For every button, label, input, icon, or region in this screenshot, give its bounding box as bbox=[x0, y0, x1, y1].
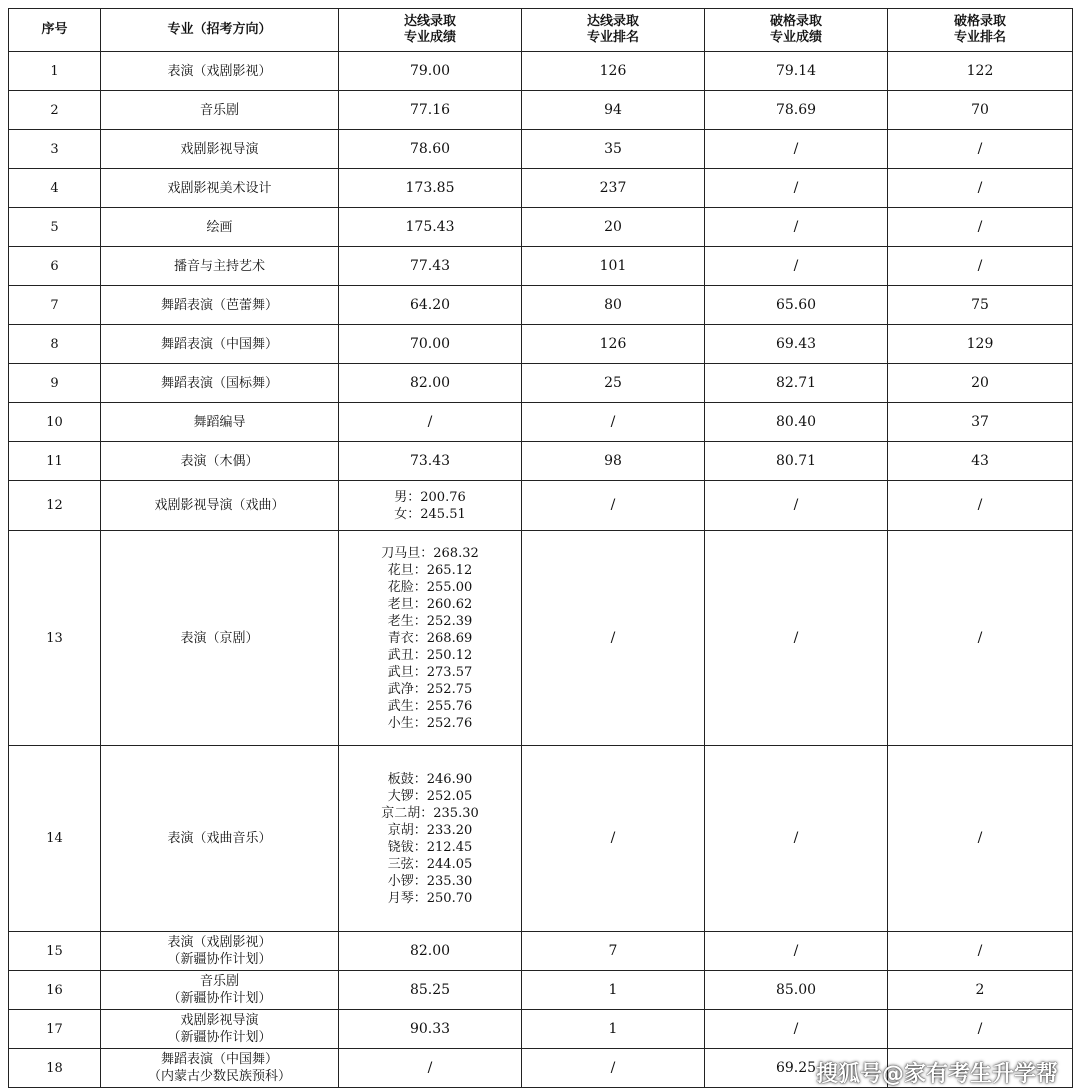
rank-cell bbox=[522, 169, 705, 208]
rank-cell bbox=[522, 91, 705, 130]
exception-score-cell-text: 80.71 bbox=[775, 452, 817, 469]
table-row bbox=[9, 325, 1073, 364]
exception-score-cell-text: / bbox=[793, 179, 799, 196]
index-cell bbox=[9, 52, 101, 91]
exception-score-cell-text: 65.60 bbox=[775, 296, 817, 313]
exception-rank-cell-text: / bbox=[977, 497, 983, 513]
table-row bbox=[9, 531, 1073, 746]
header-exception-rank bbox=[888, 9, 1073, 52]
index-cell bbox=[9, 169, 101, 208]
index-cell bbox=[9, 971, 101, 1010]
score-cell-text: 64.20 bbox=[409, 296, 451, 313]
index-cell-text: 16 bbox=[46, 982, 63, 998]
major-cell-text: （新疆协作计划） bbox=[167, 991, 272, 1006]
exception-rank-cell bbox=[888, 169, 1073, 208]
exception-rank-cell bbox=[888, 971, 1073, 1010]
score-cell-text: 武生：255.76 bbox=[387, 698, 473, 714]
score-cell-text: 京二胡：235.30 bbox=[381, 805, 479, 821]
major-cell-text: 表演（京剧） bbox=[180, 630, 259, 646]
exception-rank-cell bbox=[888, 286, 1073, 325]
score-cell-text: 70.00 bbox=[409, 335, 451, 352]
header-text: 破格录取 bbox=[953, 14, 1006, 29]
rank-cell-text: 80 bbox=[604, 296, 622, 313]
rank-cell-text: 25 bbox=[604, 374, 622, 391]
index-cell bbox=[9, 746, 101, 932]
score-cell-text: 花旦：265.12 bbox=[387, 562, 473, 578]
index-cell bbox=[9, 481, 101, 531]
rank-cell bbox=[522, 208, 705, 247]
rank-cell bbox=[522, 531, 705, 746]
major-cell bbox=[101, 1010, 339, 1049]
table-body bbox=[9, 52, 1073, 1088]
index-cell bbox=[9, 1010, 101, 1049]
rank-cell bbox=[522, 247, 705, 286]
major-cell bbox=[101, 91, 339, 130]
score-cell-text: 三弦：244.05 bbox=[387, 856, 473, 872]
exception-rank-cell bbox=[888, 91, 1073, 130]
score-cell bbox=[339, 247, 522, 286]
rank-cell bbox=[522, 442, 705, 481]
exception-score-cell bbox=[705, 91, 888, 130]
index-cell bbox=[9, 247, 101, 286]
exception-rank-cell-text: / bbox=[977, 257, 983, 274]
rank-cell-text: 237 bbox=[599, 179, 627, 196]
exception-rank-cell-text: 43 bbox=[971, 452, 989, 469]
rank-cell-text: / bbox=[610, 1059, 616, 1076]
rank-cell-text: 101 bbox=[599, 257, 627, 274]
table-header-row bbox=[9, 9, 1073, 52]
index-cell-text: 7 bbox=[50, 297, 59, 313]
index-cell-text: 5 bbox=[50, 219, 59, 235]
index-cell-text: 2 bbox=[50, 102, 59, 118]
exception-rank-cell-text: / bbox=[977, 830, 983, 846]
major-cell-text: 音乐剧 bbox=[199, 974, 239, 989]
exception-score-cell-text: 78.69 bbox=[775, 101, 817, 118]
score-cell-text: 老旦：260.62 bbox=[387, 596, 473, 612]
rank-cell-text: / bbox=[610, 830, 616, 846]
score-cell bbox=[339, 208, 522, 247]
exception-rank-cell-text: 129 bbox=[966, 335, 994, 352]
rank-cell-text: / bbox=[610, 629, 616, 646]
exception-rank-cell bbox=[888, 746, 1073, 932]
exception-rank-cell-text: / bbox=[977, 140, 983, 157]
rank-cell-text: 35 bbox=[604, 140, 622, 157]
exception-rank-cell-text: 37 bbox=[971, 413, 989, 430]
index-cell-text: 6 bbox=[50, 258, 59, 274]
exception-rank-cell bbox=[888, 531, 1073, 746]
exception-score-cell-text: 69.43 bbox=[775, 335, 817, 352]
score-cell-text: 173.85 bbox=[405, 179, 455, 196]
exception-score-cell bbox=[705, 130, 888, 169]
major-cell-text: 戏剧影视美术设计 bbox=[167, 180, 272, 196]
rank-cell-text: / bbox=[610, 497, 616, 513]
score-cell bbox=[339, 286, 522, 325]
score-cell-text: 女：245.51 bbox=[394, 506, 466, 522]
score-cell-text: 铙钹：212.45 bbox=[387, 839, 473, 855]
watermark: 搜狐号@家有考生升学帮 bbox=[815, 1062, 1058, 1087]
score-cell bbox=[339, 364, 522, 403]
score-cell bbox=[339, 971, 522, 1010]
index-cell-text: 9 bbox=[50, 375, 59, 391]
exception-rank-cell-text: / bbox=[977, 629, 983, 646]
exception-score-cell bbox=[705, 481, 888, 531]
header-text: 专业成绩 bbox=[403, 30, 456, 45]
exception-rank-cell-text: / bbox=[977, 942, 983, 959]
major-cell bbox=[101, 325, 339, 364]
score-cell bbox=[339, 531, 522, 746]
index-cell bbox=[9, 286, 101, 325]
exception-score-cell-text: 85.00 bbox=[775, 981, 817, 998]
score-cell bbox=[339, 169, 522, 208]
header-rank bbox=[522, 9, 705, 52]
exception-rank-cell bbox=[888, 325, 1073, 364]
header-text: 破格录取 bbox=[769, 14, 822, 29]
major-cell bbox=[101, 1049, 339, 1088]
table-row bbox=[9, 364, 1073, 403]
index-cell bbox=[9, 531, 101, 746]
exception-score-cell bbox=[705, 403, 888, 442]
score-cell-text: 男：200.76 bbox=[394, 489, 466, 505]
major-cell bbox=[101, 130, 339, 169]
exception-score-cell-text: / bbox=[793, 1020, 799, 1037]
score-cell-text: 82.00 bbox=[409, 942, 451, 959]
major-cell-text: 表演（戏剧影视） bbox=[167, 935, 272, 950]
score-cell-text: 大锣：252.05 bbox=[387, 788, 473, 804]
rank-cell bbox=[522, 403, 705, 442]
major-cell bbox=[101, 52, 339, 91]
index-cell bbox=[9, 932, 101, 971]
exception-rank-cell-text: / bbox=[977, 179, 983, 196]
index-cell-text: 3 bbox=[50, 141, 59, 157]
major-cell bbox=[101, 247, 339, 286]
header-text: 序号 bbox=[41, 22, 68, 37]
index-cell bbox=[9, 364, 101, 403]
rank-cell-text: 20 bbox=[604, 218, 622, 235]
exception-score-cell-text: 79.14 bbox=[775, 62, 817, 79]
table-row bbox=[9, 247, 1073, 286]
table-row bbox=[9, 1010, 1073, 1049]
major-cell bbox=[101, 971, 339, 1010]
rank-cell-text: / bbox=[610, 413, 616, 430]
score-cell-text: / bbox=[427, 413, 433, 430]
table-row bbox=[9, 208, 1073, 247]
exception-rank-cell bbox=[888, 208, 1073, 247]
score-cell-text: 82.00 bbox=[409, 374, 451, 391]
major-cell bbox=[101, 286, 339, 325]
exception-score-cell bbox=[705, 364, 888, 403]
index-cell-text: 17 bbox=[46, 1021, 63, 1037]
rank-cell bbox=[522, 130, 705, 169]
exception-score-cell-text: / bbox=[793, 629, 799, 646]
header-exception-score bbox=[705, 9, 888, 52]
table-row bbox=[9, 403, 1073, 442]
major-cell bbox=[101, 746, 339, 932]
major-cell-text: 表演（木偶） bbox=[180, 453, 259, 469]
exception-rank-cell bbox=[888, 52, 1073, 91]
rank-cell bbox=[522, 1010, 705, 1049]
score-cell-text: 79.00 bbox=[409, 62, 451, 79]
major-cell-text: 播音与主持艺术 bbox=[173, 258, 265, 274]
index-cell bbox=[9, 130, 101, 169]
major-cell-text: （新疆协作计划） bbox=[167, 1030, 272, 1045]
score-cell-text: 175.43 bbox=[405, 218, 455, 235]
exception-score-cell-text: / bbox=[793, 830, 799, 846]
index-cell bbox=[9, 91, 101, 130]
major-cell-text: 舞蹈表演（中国舞） bbox=[160, 336, 278, 352]
exception-score-cell-text: / bbox=[793, 218, 799, 235]
exception-rank-cell-text: / bbox=[977, 1020, 983, 1037]
table-row bbox=[9, 286, 1073, 325]
score-cell-text: 78.60 bbox=[409, 140, 451, 157]
rank-cell-text: 126 bbox=[599, 62, 627, 79]
index-cell bbox=[9, 442, 101, 481]
table-row bbox=[9, 442, 1073, 481]
major-cell bbox=[101, 531, 339, 746]
rank-cell bbox=[522, 364, 705, 403]
major-cell-text: 舞蹈表演（中国舞） bbox=[160, 1052, 278, 1067]
major-cell bbox=[101, 932, 339, 971]
score-cell bbox=[339, 932, 522, 971]
score-cell-text: 青衣：268.69 bbox=[387, 630, 473, 646]
header-index bbox=[9, 9, 101, 52]
table-row bbox=[9, 971, 1073, 1010]
index-cell-text: 10 bbox=[46, 414, 63, 430]
exception-score-cell-text: 82.71 bbox=[775, 374, 817, 391]
rank-cell bbox=[522, 746, 705, 932]
index-cell-text: 13 bbox=[46, 630, 63, 646]
score-cell bbox=[339, 403, 522, 442]
exception-score-cell bbox=[705, 932, 888, 971]
exception-rank-cell bbox=[888, 247, 1073, 286]
score-cell-text: 武净：252.75 bbox=[387, 681, 473, 697]
score-cell bbox=[339, 52, 522, 91]
exception-score-cell bbox=[705, 442, 888, 481]
major-cell-text: 表演（戏剧影视） bbox=[167, 63, 272, 79]
score-cell-text: 花脸：255.00 bbox=[387, 579, 473, 595]
major-cell-text: 戏剧影视导演 bbox=[180, 1013, 259, 1028]
rank-cell bbox=[522, 1049, 705, 1088]
header-text: 专业（招考方向） bbox=[167, 22, 272, 37]
exception-score-cell bbox=[705, 531, 888, 746]
header-text: 达线录取 bbox=[586, 14, 639, 29]
exception-score-cell-text: / bbox=[793, 497, 799, 513]
header-text: 达线录取 bbox=[403, 14, 456, 29]
admission-scores-table bbox=[8, 8, 1073, 1088]
index-cell-text: 15 bbox=[46, 943, 63, 959]
exception-rank-cell-text: / bbox=[977, 218, 983, 235]
score-cell-text: 85.25 bbox=[409, 981, 451, 998]
score-cell-text: 小生：252.76 bbox=[387, 715, 473, 731]
exception-rank-cell bbox=[888, 932, 1073, 971]
index-cell-text: 4 bbox=[50, 180, 59, 196]
index-cell bbox=[9, 325, 101, 364]
rank-cell-text: 1 bbox=[608, 981, 618, 998]
exception-score-cell bbox=[705, 52, 888, 91]
rank-cell-text: 7 bbox=[608, 942, 618, 959]
table-row bbox=[9, 746, 1073, 932]
score-cell-text: 90.33 bbox=[409, 1020, 451, 1037]
exception-score-cell-text: / bbox=[793, 257, 799, 274]
major-cell-text: 舞蹈表演（国标舞） bbox=[160, 375, 278, 391]
score-cell-text: 老生：252.39 bbox=[387, 613, 473, 629]
major-cell-text: （内蒙古少数民族预科） bbox=[147, 1069, 291, 1084]
exception-score-cell bbox=[705, 208, 888, 247]
score-cell bbox=[339, 1049, 522, 1088]
score-cell bbox=[339, 130, 522, 169]
exception-score-cell-text: / bbox=[793, 140, 799, 157]
rank-cell bbox=[522, 971, 705, 1010]
exception-rank-cell bbox=[888, 130, 1073, 169]
score-cell-text: 73.43 bbox=[409, 452, 451, 469]
table-row bbox=[9, 91, 1073, 130]
major-cell bbox=[101, 481, 339, 531]
index-cell bbox=[9, 1049, 101, 1088]
major-cell-text: 戏剧影视导演（戏曲） bbox=[154, 498, 285, 513]
exception-score-cell bbox=[705, 169, 888, 208]
exception-score-cell bbox=[705, 247, 888, 286]
score-cell bbox=[339, 746, 522, 932]
table-row bbox=[9, 481, 1073, 531]
rank-cell bbox=[522, 286, 705, 325]
score-cell-text: 77.16 bbox=[409, 101, 451, 118]
major-cell bbox=[101, 208, 339, 247]
major-cell bbox=[101, 364, 339, 403]
exception-score-cell bbox=[705, 746, 888, 932]
score-cell-text: 小锣：235.30 bbox=[387, 873, 473, 889]
exception-rank-cell-text: 122 bbox=[966, 62, 994, 79]
score-cell-text: 刀马旦：268.32 bbox=[381, 545, 479, 561]
exception-score-cell-text: 69.25 bbox=[775, 1059, 817, 1076]
score-cell-text: 77.43 bbox=[409, 257, 451, 274]
exception-score-cell bbox=[705, 971, 888, 1010]
score-cell bbox=[339, 442, 522, 481]
header-score bbox=[339, 9, 522, 52]
score-cell-text: 京胡：233.20 bbox=[387, 822, 473, 838]
major-cell-text: 表演（戏曲音乐） bbox=[167, 831, 272, 846]
major-cell-text: （新疆协作计划） bbox=[167, 952, 272, 967]
rank-cell bbox=[522, 932, 705, 971]
rank-cell-text: 94 bbox=[604, 101, 622, 118]
score-cell-text: 武旦：273.57 bbox=[387, 664, 473, 680]
index-cell-text: 8 bbox=[50, 336, 59, 352]
exception-rank-cell bbox=[888, 1010, 1073, 1049]
exception-rank-cell-text: 2 bbox=[975, 981, 985, 998]
major-cell-text: 舞蹈编导 bbox=[193, 414, 246, 430]
exception-score-cell-text: / bbox=[793, 942, 799, 959]
major-cell bbox=[101, 442, 339, 481]
exception-rank-cell bbox=[888, 442, 1073, 481]
score-cell-text: / bbox=[427, 1059, 433, 1076]
exception-rank-cell-text: 20 bbox=[971, 374, 989, 391]
index-cell bbox=[9, 403, 101, 442]
index-cell-text: 18 bbox=[46, 1060, 63, 1076]
exception-rank-cell bbox=[888, 481, 1073, 531]
header-text: 专业排名 bbox=[586, 30, 639, 45]
rank-cell-text: 1 bbox=[608, 1020, 618, 1037]
exception-rank-cell-text: 70 bbox=[971, 101, 989, 118]
rank-cell bbox=[522, 481, 705, 531]
exception-score-cell-text: 80.40 bbox=[775, 413, 817, 430]
score-cell-text: 板鼓：246.90 bbox=[387, 771, 473, 787]
score-cell bbox=[339, 91, 522, 130]
index-cell-text: 11 bbox=[46, 453, 63, 469]
index-cell bbox=[9, 208, 101, 247]
header-text: 专业排名 bbox=[953, 30, 1006, 45]
score-cell-text: 月琴：250.70 bbox=[387, 890, 473, 906]
major-cell-text: 绘画 bbox=[206, 219, 233, 235]
major-cell bbox=[101, 403, 339, 442]
rank-cell bbox=[522, 325, 705, 364]
index-cell-text: 14 bbox=[46, 831, 63, 846]
table-row bbox=[9, 130, 1073, 169]
score-cell bbox=[339, 1010, 522, 1049]
major-cell bbox=[101, 169, 339, 208]
index-cell-text: 12 bbox=[46, 498, 63, 513]
score-cell bbox=[339, 325, 522, 364]
score-cell bbox=[339, 481, 522, 531]
exception-score-cell bbox=[705, 286, 888, 325]
index-cell-text: 1 bbox=[50, 63, 59, 79]
exception-rank-cell bbox=[888, 364, 1073, 403]
rank-cell-text: 126 bbox=[599, 335, 627, 352]
score-cell-text: 武丑：250.12 bbox=[387, 647, 473, 663]
exception-rank-cell-text: 75 bbox=[971, 296, 989, 313]
rank-cell-text: 98 bbox=[604, 452, 622, 469]
table-row bbox=[9, 169, 1073, 208]
major-cell-text: 戏剧影视导演 bbox=[180, 141, 259, 157]
exception-rank-cell bbox=[888, 403, 1073, 442]
header-major bbox=[101, 9, 339, 52]
exception-score-cell bbox=[705, 1010, 888, 1049]
table-row bbox=[9, 52, 1073, 91]
header-text: 专业成绩 bbox=[769, 30, 822, 45]
rank-cell bbox=[522, 52, 705, 91]
exception-score-cell bbox=[705, 325, 888, 364]
major-cell-text: 音乐剧 bbox=[199, 102, 239, 118]
major-cell-text: 舞蹈表演（芭蕾舞） bbox=[160, 297, 278, 313]
table-row bbox=[9, 932, 1073, 971]
